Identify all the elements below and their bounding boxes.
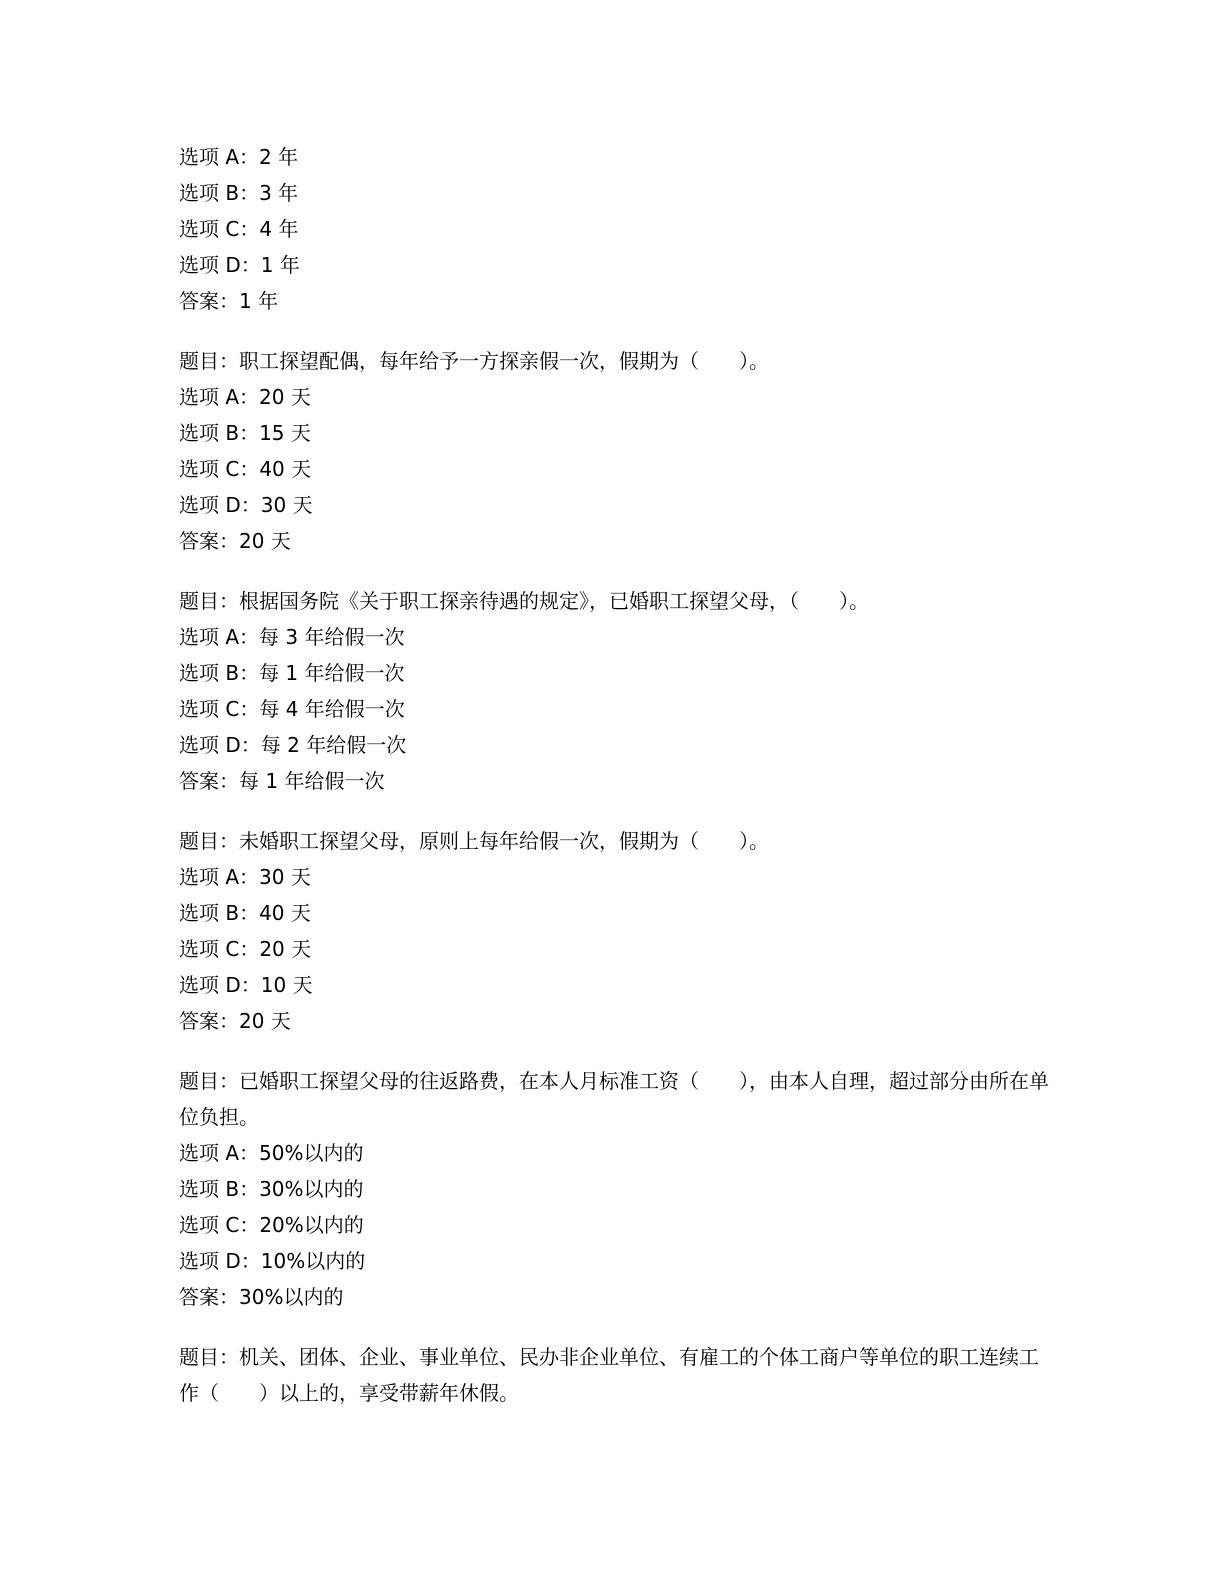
option-d: 选项 D：1 年: [179, 253, 300, 277]
answer: 答案：20 天: [179, 529, 291, 553]
spacer: [179, 319, 1049, 343]
option-d: 选项 D：10%以内的: [179, 1249, 366, 1273]
question-text: 题目：根据国务院《关于职工探亲待遇的规定》，已婚职工探望父母，（ ）。: [179, 589, 869, 613]
question-block: [179, 1063, 1049, 1315]
question-text: 题目：未婚职工探望父母，原则上每年给假一次，假期为（ ）。: [179, 829, 769, 853]
option-c: 选项 C：40 天: [179, 457, 312, 481]
option-a: 选项 A：2 年: [179, 145, 299, 169]
question-text: 题目：已婚职工探望父母的往返路费，在本人月标准工资（ ），由本人自理，超过部分由所在单位负担。: [179, 1069, 1049, 1129]
question-block: [179, 343, 1049, 559]
answer: 答案：30%以内的: [179, 1285, 344, 1309]
option-a: 选项 A：20 天: [179, 385, 311, 409]
option-b: 选项 B：30%以内的: [179, 1177, 364, 1201]
question-block: [179, 583, 1049, 799]
question-text: 题目：机关、团体、企业、事业单位、民办非企业单位、有雇工的个体工商户等单位的职工连续工作（ ）以上的，享受带薪年休假。: [179, 1345, 1039, 1405]
option-d: 选项 D：10 天: [179, 973, 313, 997]
question-block: [179, 139, 1049, 319]
option-c: 选项 C：每 4 年给假一次: [179, 697, 405, 721]
spacer: [179, 799, 1049, 823]
option-c: 选项 C：4 年: [179, 217, 299, 241]
option-a: 选项 A：每 3 年给假一次: [179, 625, 405, 649]
question-block: [179, 1339, 1049, 1411]
option-d: 选项 D：30 天: [179, 493, 313, 517]
answer: 答案：1 年: [179, 289, 279, 313]
spacer: [179, 1039, 1049, 1063]
spacer: [179, 559, 1049, 583]
option-c: 选项 C：20%以内的: [179, 1213, 364, 1237]
spacer: [179, 1315, 1049, 1339]
option-a: 选项 A：30 天: [179, 865, 311, 889]
question-block: [179, 823, 1049, 1039]
option-b: 选项 B：40 天: [179, 901, 311, 925]
document-page: [179, 139, 1049, 1411]
question-text: 题目：职工探望配偶，每年给予一方探亲假一次，假期为（ ）。: [179, 349, 769, 373]
answer: 答案：20 天: [179, 1009, 291, 1033]
option-a: 选项 A：50%以内的: [179, 1141, 364, 1165]
option-d: 选项 D：每 2 年给假一次: [179, 733, 407, 757]
option-c: 选项 C：20 天: [179, 937, 312, 961]
option-b: 选项 B：3 年: [179, 181, 299, 205]
answer: 答案：每 1 年给假一次: [179, 769, 385, 793]
option-b: 选项 B：每 1 年给假一次: [179, 661, 405, 685]
option-b: 选项 B：15 天: [179, 421, 311, 445]
